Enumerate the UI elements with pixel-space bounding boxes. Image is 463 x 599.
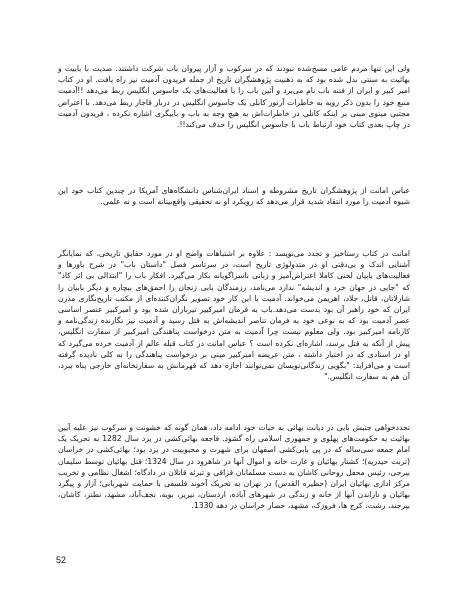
paragraph-2: عباس امانت از پژوهشگران تاریخ مشروطه و اسناد ایران‌شناس دانشگاه‌های آمریکا در چندین کتاب خود این شیوه آدمیت را مورد انتقاد شدید قرار می‌دهد که رویکرد او نه تحقیقی واقع‌بینانه است و نه علمی.: [58, 186, 410, 207]
paragraph-4: تجددخواهی جنبش بابی در دیانت بهائی به حیات خود ادامه داد، همان گونه که خشونت و سرکوب نیز علیه آیین بهائیت به حکومت‌های پهلوی و جمهوری اسلامی راه گشود. فاجعه بهائی‌کشی در یزد سال 1282 به تحریک یک امام جمعه سی‌ساله که در پی بابی‌کشی اصفهان برای شهرت و محبوبیت در یزد بود؛ بهائی‌کشی در خراسان (تربت حیدریه)؛ کشتار بهائیان و غارت خانه و اموال آنها در شاهرود در سال 1324؛ قتل بهائیان توسط سلیمان بیرجی، رئیس محفل روحانی کاشان به دست مسلمانان قزاقی و تبرئه قاتلان در دادگاه؛ اشغال نظامی و تخریب مرکز اداری بهائیان ایران (حظیره القدس) در تهران به تحریک آخوند فلسفی با حمایت شهربانی؛ آزار و پیگرد بهائیان و ناراندن آنها از خانه و زندگی در شهرهای آباده، اردستان، نیریز، بویه، نجف‌آباد، مشهد، نطنز، کاشان، بیرجند، رشت، کرج ها، فروزک، مشهد، حصار خراسان در دهه 1330.: [58, 423, 410, 511]
paragraph-3: امانت در کتاب رستاخیز و تجدد می‌نویسد : علاوه بر اشتباهات واضح او در مورد حقایق تاریخی، که نمایانگر آشنایی اندک و بی‌دقتی او در متدولوژی تاریخ است، در سرتاسر فصل "داستان باب" در شرح باورها و فعالیت‌های بابیان لحنی کاملا اعتراض‌آمیز و زبانی ناسزاگویانه بکار می‌گیرد. افکار باب را "ابتذالی بی اثر کاذ" که "جایی در جهان خرد و اندیشه" ندارد می‌نامد، رزمندگان بابی زنجان را احمق‌های بیچاره و دیگر بابیان را شارلاتان، قاتل، جلاد، اهریمن می‌خواند. آدمیت با این کار خود تصویر نگران‌کننده‌ای از مکتب تاریخ‌نگاری مدرن ایران که خود راهبر آن بود بدست می‌دهد.باب به فرمان امیرکبیر تیرباران شده بود و امیرکبیر عنصر اساسی عصر آدمیت بود که به نوعی خود به فرمان تناصر اندیشه‌اش به قتل رسید و آدمیت نیز نگارنده زندگی‌نامه و کارنامه امیرکبیر بود. ولی معلوم نیست چرا آدمیت به متن درخواست پناهندگی امیرکبیر از سفارت انگلیس، پیش از آنکه به قتل برسد، اشاره‌ای نکرده است ؟ عباس امانت در کتاب قبله عالم از آدمیت خرده می‌گیرد که او در اسنادی که در اختیار داشته ، متن عریضه امیرکبیر مبنی بر درخواست پناهندگی را به کلی نادیده گرفته است و می‌افزاید: "بگویی زندگانی‌نویسان نمی‌توانند اجازه دهد که قهرمانش به سفارتخانه‌ای خارجی پناه ببرد، آن هم به سفارت انگلیس.": [58, 249, 410, 382]
page-number: 52: [56, 555, 67, 565]
paragraph-1: ولی این تنها مردم عامی مسخ‌شده نبودند که در سرکوب و آزار پیروان باب شرکت داشتند. ضدیت با بابیت و بهائیت به سنتی بدل شده بود که به ذهنیت پژوهشگران تاریخ از جمله فریدون آدمیت نیز راه یافت. او در کتاب امیر کبیر و ایران از فتنه باب نام می‌برد و آئین باب را با فعالیت‌های یک جاسوس انگلیس ربط می‌دهد !!آدمیت منبع خود را بدون ذکر رویه به خاطرات آرتور کانلی یک جاسوس انگلیس در دربار قاجار ربط می‌دهد. با اعتراض مجتبی مینوی مبنی بر اینکه کانلی در خاطرات‌اش به هیچ وجه به باب و بابیگری اشاره نکرده ، فریدون آدمیت در چاپ بعدی کتاب خود ارتباط باب با جاسوس انگلیس را حذف می‌کند!!.: [58, 64, 410, 130]
